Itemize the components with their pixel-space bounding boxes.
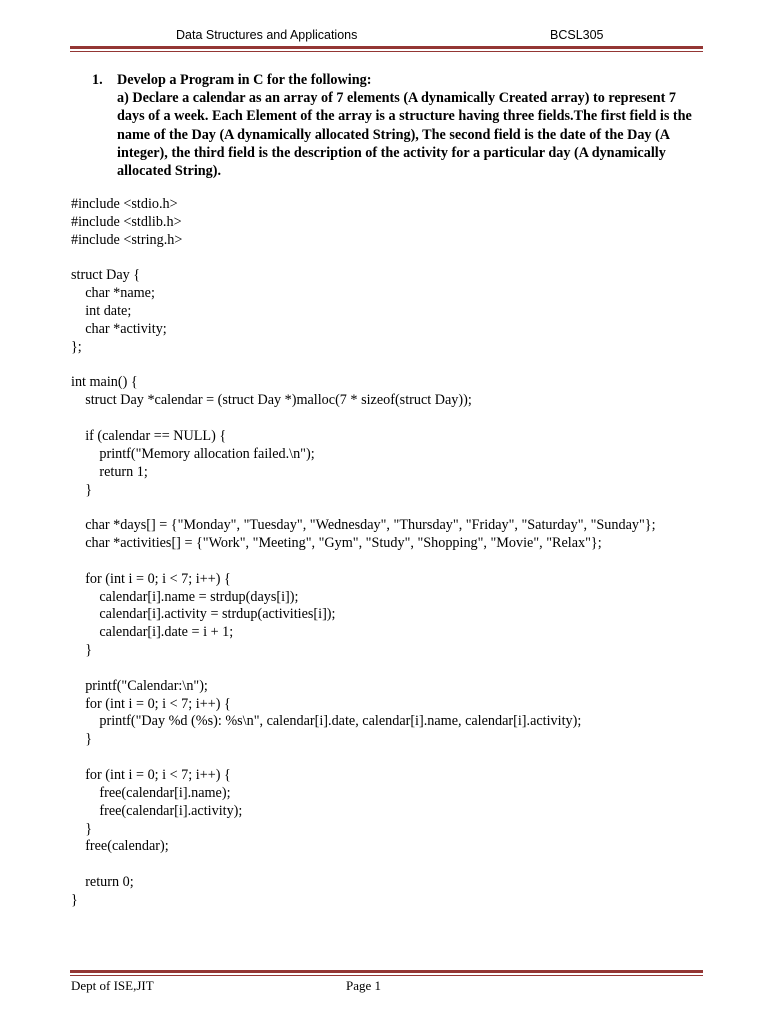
code-line: #include <stdlib.h> [71, 213, 182, 230]
code-line [71, 410, 711, 428]
code-line: return 0; [71, 874, 134, 891]
code-listing [71, 196, 711, 910]
code-line: for (int i = 0; i < 7; i++) { [71, 767, 231, 783]
code-line: } [71, 642, 92, 659]
code-line: } [71, 891, 78, 908]
code-line: #include <string.h> [71, 231, 183, 248]
footer-rule-thick [70, 970, 703, 973]
course-code: BCSL305 [550, 28, 604, 42]
code-line [71, 749, 711, 767]
question-number: 1. [92, 72, 103, 88]
question-block [92, 71, 707, 180]
code-line [71, 357, 711, 375]
course-title: Data Structures and Applications [176, 28, 358, 42]
code-line: int main() { [71, 374, 138, 391]
code-line: free(calendar); [71, 838, 169, 855]
code-line: calendar[i].activity = strdup(activities[i]); [71, 606, 336, 623]
code-line: printf("Calendar:\n"); [71, 677, 208, 694]
header-rule-thick [70, 46, 703, 49]
code-line: return 1; [71, 463, 148, 480]
code-line: if (calendar == NULL) { [71, 427, 227, 444]
code-line: for (int i = 0; i < 7; i++) { [71, 695, 231, 712]
code-line: char *activity; [71, 320, 167, 337]
code-line: #include <stdio.h> [71, 196, 178, 212]
code-line: char *days[] = {"Monday", "Tuesday", "Wednesday", "Thursday", "Friday", "Saturday", "Sunday"}; [71, 517, 656, 534]
code-line: int date; [71, 303, 132, 320]
page-header [0, 28, 768, 48]
question-title: Develop a Program in C for the following: [117, 72, 372, 88]
code-line: printf("Memory allocation failed.\n"); [71, 445, 315, 462]
code-line [71, 250, 711, 268]
code-line [71, 660, 711, 678]
code-line: for (int i = 0; i < 7; i++) { [71, 570, 231, 587]
code-line: struct Day *calendar = (struct Day *)malloc(7 * sizeof(struct Day)); [71, 392, 472, 409]
code-line: char *activities[] = {"Work", "Meeting", "Gym", "Study", "Shopping", "Movie", "Relax"}; [71, 535, 602, 552]
footer-department: Dept of ISE,JIT [71, 978, 154, 993]
code-line: calendar[i].date = i + 1; [71, 624, 234, 641]
code-line [71, 856, 711, 874]
footer-rule-thin [70, 975, 703, 976]
code-line [71, 499, 711, 517]
code-line: }; [71, 338, 82, 355]
code-line: char *name; [71, 285, 155, 302]
code-line: free(calendar[i].activity); [71, 802, 243, 819]
page-number: Page 1 [346, 978, 382, 993]
code-line: struct Day { [71, 267, 141, 284]
code-line [71, 553, 711, 571]
header-rule-thin [70, 51, 703, 52]
question-text: a) Declare a calendar as an array of 7 elements (A dynamically Created array) to represent 7 days of a week. Each Element of the array is a structure having three fields.The first field is the name of the Day (A dynamically allocated String), The second field is the date of the Day (A integer), the third field is the description of the activity for a particular day (A dynamically allocated String). [117, 90, 692, 180]
code-line: } [71, 731, 92, 748]
code-line: } [71, 481, 92, 498]
code-line: free(calendar[i].name); [71, 784, 231, 801]
code-line: calendar[i].name = strdup(days[i]); [71, 588, 299, 605]
code-line: printf("Day %d (%s): %s\n", calendar[i].date, calendar[i].name, calendar[i].activity); [71, 713, 582, 730]
code-line: } [71, 820, 92, 837]
